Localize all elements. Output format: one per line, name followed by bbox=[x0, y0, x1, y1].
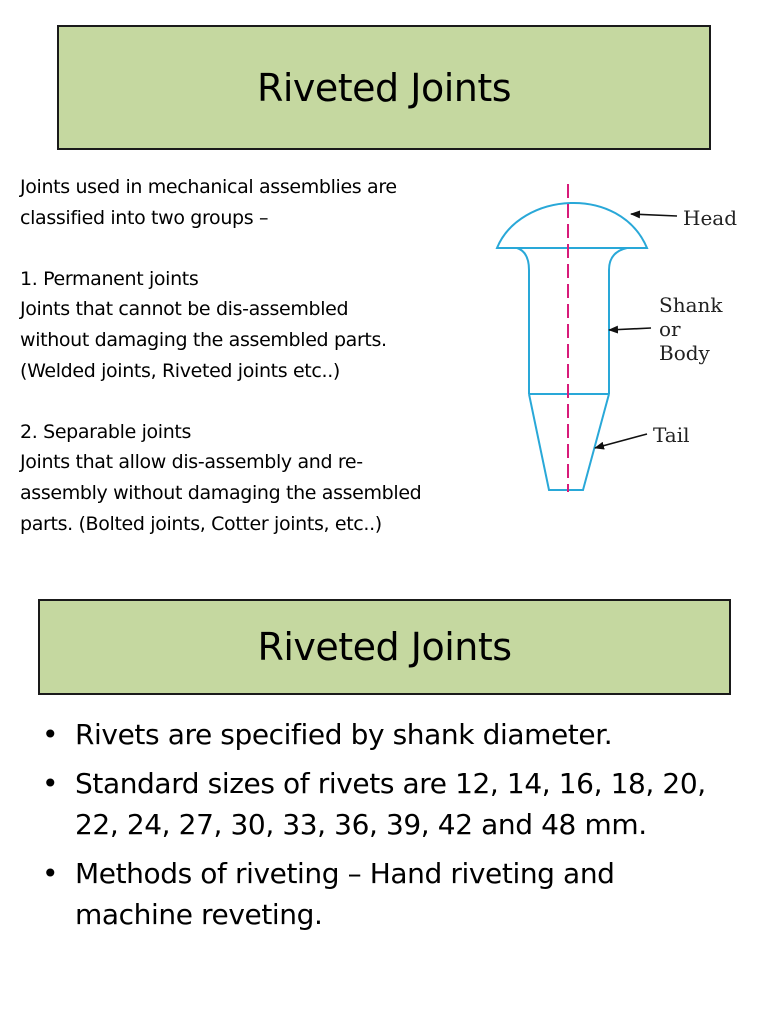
bullet-text: 22, 24, 27, 30, 33, 36, 39, 42 and 48 mm. bbox=[75, 808, 647, 841]
permanent-joints-text: Joints that cannot be dis-assembled bbox=[20, 298, 349, 321]
head-leader-arrow bbox=[631, 214, 677, 216]
separable-joints-heading: 2. Separable joints bbox=[20, 420, 192, 443]
body-label: Body bbox=[659, 341, 710, 365]
bullet-item bbox=[42, 714, 742, 756]
slide2-title: Riveted Joints bbox=[257, 625, 512, 669]
bullet-dot-icon: • bbox=[42, 718, 59, 751]
rivet-diagram bbox=[485, 178, 745, 498]
spacer bbox=[20, 233, 480, 264]
rivet-head-shape bbox=[497, 203, 647, 248]
spacer bbox=[20, 386, 480, 417]
bullet-dot-icon: • bbox=[42, 856, 59, 890]
bullet-text: Methods of riveting – Hand riveting and bbox=[75, 856, 615, 890]
separable-joints-text: parts. (Bolted joints, Cotter joints, etc..) bbox=[20, 512, 382, 535]
slide1-title-box bbox=[57, 25, 711, 150]
shank-leader-arrow bbox=[609, 328, 651, 330]
permanent-joints-text: (Welded joints, Riveted joints etc..) bbox=[20, 359, 340, 382]
bullet-list bbox=[42, 714, 742, 943]
separable-joints-text: Joints that allow dis-assembly and re- bbox=[20, 451, 363, 474]
separable-joints-text: assembly without damaging the assembled bbox=[20, 481, 422, 504]
shank-label: Shank bbox=[659, 293, 723, 317]
tail-label: Tail bbox=[653, 423, 690, 447]
permanent-joints-heading: 1. Permanent joints bbox=[20, 267, 199, 290]
shank-or-label: or bbox=[659, 317, 681, 341]
bullet-text: Standard sizes of rivets are 12, 14, 16, 18, 20, bbox=[75, 766, 706, 800]
rivet-shank-shape bbox=[517, 248, 627, 394]
permanent-joints-text: without damaging the assembled parts. bbox=[20, 328, 387, 351]
slide2-title-box bbox=[38, 599, 731, 695]
bullet-item bbox=[42, 763, 742, 846]
bullet-text: Rivets are specified by shank diameter. bbox=[75, 718, 613, 751]
intro-line: classified into two groups – bbox=[20, 206, 269, 229]
tail-leader-arrow bbox=[595, 434, 647, 448]
bullet-text: machine reveting. bbox=[75, 898, 323, 931]
slide1-title: Riveted Joints bbox=[256, 65, 512, 110]
head-label: Head bbox=[683, 206, 738, 230]
bullet-dot-icon: • bbox=[42, 766, 59, 800]
bullet-item bbox=[42, 853, 742, 936]
intro-line: Joints used in mechanical assemblies are bbox=[20, 176, 397, 198]
intro-text bbox=[20, 172, 480, 539]
